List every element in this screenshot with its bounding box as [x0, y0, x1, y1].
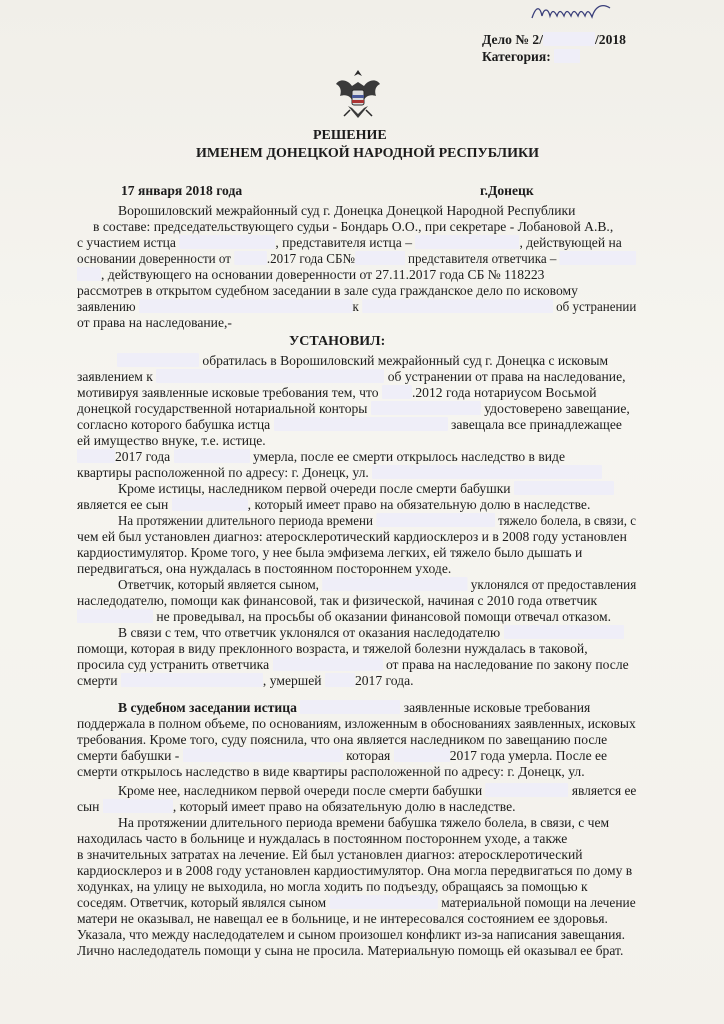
redaction	[322, 577, 467, 591]
text-line: На протяжении длительного периода времени тяжело болела, в связи, с	[118, 513, 637, 528]
text-line: является ее сын , который имеет право на обязательную долю в наследстве.	[77, 497, 591, 512]
text-line: Лично наследодатель помощи у сына не просила. Материальную помощь ей оказывал ее брат.	[77, 943, 624, 958]
text-line: В связи с тем, что ответчик уклонялся от оказания наследодателю	[118, 625, 624, 641]
redaction	[274, 417, 448, 431]
text-line: согласно которого бабушка истца завещала все принадлежащее	[77, 417, 622, 432]
text-line: донецкой государственной нотариальной конторы удостоверено завещание,	[77, 401, 630, 416]
text-line: смерти , умершей 2017 года.	[77, 673, 414, 688]
page-title: РЕШЕНИЕ	[313, 128, 387, 143]
coat-of-arms-icon	[330, 66, 386, 124]
text-line: рассмотрев в открытом судебном заседании в зале суда гражданское дело по исковому	[77, 283, 578, 298]
text-line: смерти бабушки - которая 2017 года умерла. После ее	[77, 748, 608, 763]
redaction	[362, 299, 553, 313]
redaction	[355, 251, 405, 265]
decision-city: г.Донецк	[480, 183, 534, 198]
text-line: наследодателю, помощи как финансовой, так и физической, начиная с 2010 года ответчик	[77, 593, 598, 608]
text-line: заявлению к об устранении	[77, 299, 637, 314]
redaction	[376, 513, 495, 527]
text-line: квартиры расположенной по адресу: г. Донецк, ул.	[77, 465, 602, 481]
text-line: находилась часто в больнице и нуждалась в постоянном постороннем уходе, а также	[77, 831, 568, 846]
redaction	[543, 32, 595, 46]
redaction	[103, 799, 173, 813]
redaction	[183, 748, 343, 762]
decision-date: 17 января 2018 года	[121, 183, 243, 198]
redaction	[77, 449, 115, 463]
redaction	[514, 481, 614, 495]
text-line: кардиостимулятор. Кроме того, у нее была эмфизема легких, ей тяжело было дышать и	[77, 545, 583, 560]
redaction	[325, 673, 355, 687]
text-line: Ворошиловский межрайонный суд г. Донецка Донецкой Народной Республики	[118, 203, 576, 218]
redaction	[234, 251, 267, 265]
redaction	[394, 748, 450, 762]
section-heading: УСТАНОВИЛ:	[289, 334, 386, 349]
text-line: ходунках, на улицу не выходила, но могла ходить по подъезду, обращаясь за помощью к	[77, 879, 588, 894]
redaction	[560, 251, 637, 265]
redaction	[77, 267, 101, 281]
text-line: поддержала в полном объеме, по основаниям, изложенным в обоснованиях заявленных, исковых	[77, 716, 636, 731]
text-line: в значительных затратах на лечение. Ей был установлен диагноз: атеросклеротический	[77, 847, 583, 862]
redaction	[172, 497, 248, 511]
text-line: основании доверенности от .2017 года СБ№ представителя ответчика –	[77, 251, 636, 267]
text-line: требования. Кроме того, суду пояснила, что она является наследником по завещанию после	[77, 732, 608, 747]
page-subtitle: ИМЕНЕМ ДОНЕЦКОЙ НАРОДНОЙ РЕСПУБЛИКИ	[196, 146, 539, 161]
redaction	[382, 385, 412, 399]
text-line: Указала, что между наследодателем и сыном произошел конфликт из-за написания завещания.	[77, 927, 626, 942]
text-line: с участием истца , представителя истца – , действующей на	[77, 235, 622, 250]
redaction	[329, 895, 437, 909]
text-line: заявлением к об устранении от права на наследование,	[77, 369, 626, 384]
text-line: матери не оказывал, не навещал ее в больнице, и не интересовался состоянием ее здоровья.	[77, 911, 608, 926]
text-line: в составе: председательствующего судьи - Бондарь О.О., при секретаре - Лобановой А.В.,	[93, 219, 614, 234]
redaction	[121, 673, 263, 687]
text-line: В судебном заседании истица заявленные исковые требования	[118, 700, 591, 715]
redaction	[504, 625, 624, 639]
text-line: Кроме нее, наследником первой очереди после смерти бабушки является ее	[118, 783, 637, 798]
redaction	[486, 783, 569, 797]
redaction	[156, 369, 384, 383]
text-line: передвигаться, она нуждалась в постоянном постороннем уходе.	[77, 561, 452, 576]
text-line: На протяжении длительного периода времени бабушка тяжело болела, в связи, с чем	[118, 815, 610, 830]
redaction	[273, 657, 383, 671]
text-line: обратилась в Ворошиловский межрайонный суд г. Донецка с исковым	[117, 353, 608, 369]
text-line: Ответчик, который является сыном, уклонялся от предоставления	[118, 577, 637, 592]
text-line: чем ей был установлен диагноз: атеросклеротический кардиосклероз и в 2008 году установлен	[77, 529, 627, 544]
redaction	[117, 353, 199, 367]
text-line: смерти открылось наследство в виде квартиры расположенной по адресу: г. Донецк, ул.	[77, 764, 585, 779]
redaction	[554, 49, 580, 63]
text-line: ей имущество внуке, т.е. истице.	[77, 433, 266, 448]
text-line: Кроме истицы, наследником первой очереди после смерти бабушки	[118, 481, 614, 497]
redaction	[371, 401, 481, 415]
redaction	[77, 609, 153, 623]
text-line: кардиосклероз и в 2008 году установлен кардиостимулятор. Она могла передвигаться по дому в	[77, 863, 633, 878]
text-line: 2017 года умерла, после ее смерти открылось наследство в виде	[77, 449, 565, 465]
redaction	[415, 235, 519, 249]
case-category: Категория:	[482, 49, 580, 65]
text-line: мотивируя заявленные исковые требования тем, что .2012 года нотариусом Восьмой	[77, 385, 597, 400]
redaction	[300, 700, 400, 714]
text-line: помощи, которая в виду преклонного возраста, и тяжелой болезни нуждалась в таковой,	[77, 641, 588, 656]
text-line: от права на наследование,-	[77, 315, 232, 330]
text-line: не проведывал, на просьбы об оказании финансовой помощи отвечал отказом.	[77, 609, 611, 625]
case-number: Дело № 2/ /2018	[482, 32, 626, 47]
text-line: соседям. Ответчик, который являлся сыном материальной помощи на лечение	[77, 895, 636, 910]
redaction	[174, 449, 250, 463]
text-line: просила суд устранить ответчика от права на наследование по закону после	[77, 657, 629, 672]
redaction	[179, 235, 275, 249]
text-line: сын , который имеет право на обязательную долю в наследстве.	[77, 799, 516, 814]
redaction	[372, 465, 602, 479]
signature-scribble	[530, 2, 612, 24]
text-line: , действующего на основании доверенности от 27.11.2017 года СБ № 118223	[77, 267, 544, 283]
redaction	[139, 299, 353, 313]
